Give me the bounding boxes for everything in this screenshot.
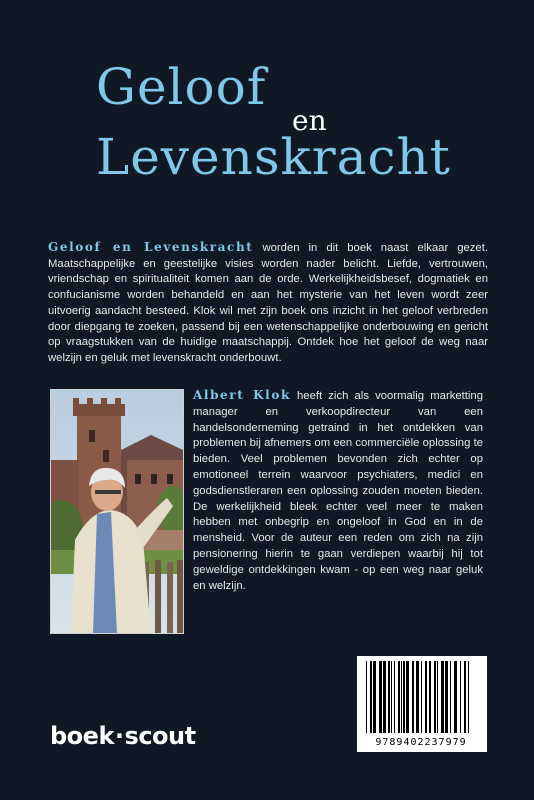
barcode-bar bbox=[450, 661, 451, 733]
barcode-bar bbox=[373, 661, 376, 733]
barcode-bar bbox=[379, 661, 382, 733]
barcode-bar bbox=[425, 661, 427, 733]
publisher-logo bbox=[50, 722, 196, 750]
barcode-bar bbox=[445, 661, 448, 733]
publisher-logo-part1: boek bbox=[50, 722, 114, 750]
barcode-bar bbox=[421, 661, 422, 733]
barcode-bar bbox=[403, 661, 405, 733]
barcode-bar bbox=[441, 661, 444, 733]
barcode-bar bbox=[460, 661, 461, 733]
author-bio bbox=[193, 388, 483, 594]
book-blurb bbox=[48, 240, 488, 367]
barcode-bar bbox=[391, 661, 392, 733]
barcode-bar bbox=[398, 661, 400, 733]
author-name: Albert Klok bbox=[193, 388, 291, 402]
title-line-1: Geloof bbox=[96, 58, 267, 116]
barcode-bar bbox=[388, 661, 390, 733]
barcode-bar bbox=[416, 661, 419, 733]
title-line-2: Levenskracht bbox=[96, 128, 451, 186]
publisher-logo-part2: scout bbox=[124, 722, 196, 750]
barcode-bar bbox=[434, 661, 436, 733]
author-photo bbox=[50, 389, 184, 634]
blurb-lead: Geloof en Levenskracht bbox=[48, 240, 254, 254]
barcode-bar bbox=[429, 661, 431, 733]
author-photo-image bbox=[51, 390, 183, 633]
barcode-bar bbox=[454, 661, 457, 733]
author-bio-text: heeft zich als voormalig marketting manager en verkoopdirecteur van een handelsonderneming getraind in het ontdekken van problemen bij afnemers om een commerciële oplossing te bieden. Veel problemen bevonden zich echter op emotioneel terrein waarvoor psychiaters, medici en godsdienstleraren een oplossing zouden moeten bieden. De werkelijkheid bleek echter veel meer te maken hebben met onbegrip en ongeloof in God en in de mensheid. Voor de auteur een reden om zich na zijn pensionering hierin te gaan verdiepen waarbij hij tot geweldige ontdekkingen kwam - op een weg naar geluk en welzijn. bbox=[193, 390, 483, 592]
barcode-bar bbox=[464, 661, 466, 733]
barcode-bars bbox=[358, 657, 486, 737]
barcode-bar bbox=[401, 661, 402, 733]
barcode-bar bbox=[468, 661, 469, 733]
blurb-text: worden in dit boek naast elkaar gezet. Maatschappelijke en geestelijke visies worden nader belicht. Liefde, vertrouwen, vriendschap en spiritualiteit komen aan de orde. Werkelijkheidsbesef, dogmatiek en confucianisme worden behandeld en aan het mysterie van het leven wordt zeer uitvoerig aandacht besteed. Klok wil met zijn boek ons inzicht in het geloof verbreden door diepgang te zoeken, passend bij een wetenschappelijke onderbouwing en gericht op vraagstukken van de huidige maatschappij. Ontdek hoe het geloof de weg naar welzijn en geluk met levenskracht onderbouwt. bbox=[48, 242, 488, 364]
barcode-bar bbox=[394, 661, 395, 733]
barcode-bar bbox=[412, 661, 414, 733]
barcode-bar bbox=[366, 661, 367, 733]
barcode-bar bbox=[383, 661, 386, 733]
isbn-digits: 9789402237979 bbox=[375, 737, 467, 748]
title-connector: en bbox=[292, 104, 327, 137]
barcode-bar bbox=[437, 661, 438, 733]
barcode-bar bbox=[370, 661, 372, 733]
publisher-logo-separator: · bbox=[114, 722, 124, 750]
barcode-bar bbox=[406, 661, 409, 733]
